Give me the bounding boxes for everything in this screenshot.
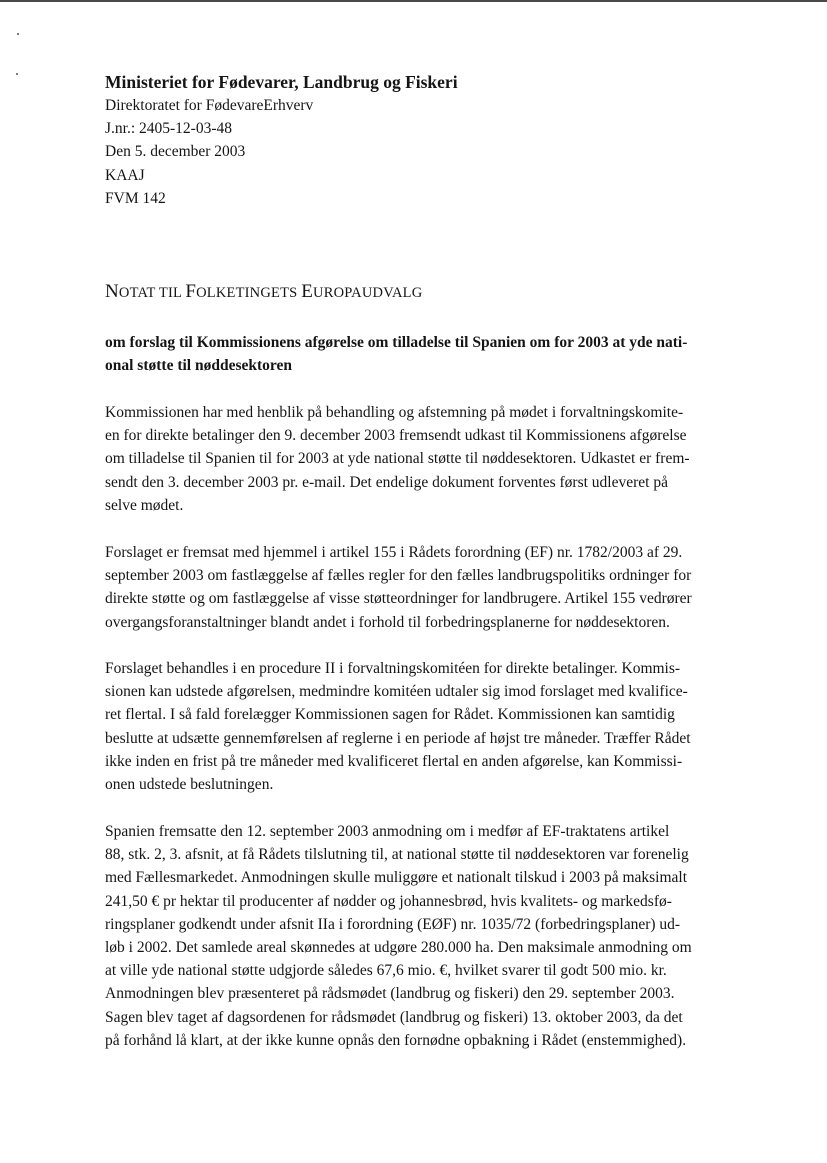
letterhead [105,70,458,210]
page-top-edge [0,0,827,2]
initials: KAAJ [105,166,145,184]
document-title: NOTAT TIL FOLKETINGETS EUROPAUDVALG [105,281,423,302]
document-date: Den 5. december 2003 [105,143,246,161]
ministry-name: Ministeriet for Fødevarer, Landbrug og Fiskeri [105,72,458,92]
paragraph-2: Forslaget er fremsat med hjemmel i artikel 155 i Rådets forordning (EF) nr. 1782/2003 af 29. september 2003 om fastlæggelse af fælles regler for den fælles landbrugspolitiks ordninger for direkte støtte og om fastlæggelse af visse støtteordninger for landbrugere. Artikel 155 vedrører overgangsforanstaltninger blandt andet i forhold til forbedringsplanerne for nøddesektoren. [105,544,692,631]
paragraph-3: Forslaget behandles i en procedure II i forvaltningskomitéen for direkte betalinger. Kommis- sionen kan udstede afgørelsen, medmindre komitéen udtaler sig imod forslaget med kvalifice- ret flertal. I så fald forelægger Kommissionen sagen for Rådet. Kommissionen kan samtidig beslutte at udsætte gennemførelsen af reglerne i en periode af højst tre måneder. Træffer Rådet ikke inden en frist på tre måneder med kvalificeret flertal en anden afgørelse, kan Kommissi- onen udstede beslutningen. [105,660,691,794]
scan-speck [16,73,18,75]
paragraph-1: Kommissionen har med henblik på behandling og afstemning på mødet i forvaltningskomite- en for direkte betalinger den 9. december 2003 fremsendt udkast til Kommissionens afgørelse om tilladelse til Spanien til for 2003 at yde national støtte til nøddesektoren. Udkastet er frem- sendt den 3. december 2003 pr. e-mail. Det endelige dokument forventes først udleveret på selve mødet. [105,404,690,514]
paragraph-4: Spanien fremsatte den 12. september 2003 anmodning om i medfør af EF-traktatens artikel 88, stk. 2, 3. afsnit, at få Rådets tilslutning til, at national støtte til nøddesektoren var forenelig med Fællesmarkedet. Anmodningen skulle muliggøre et nationalt tilskud i 2003 på maksimalt 241,50 € pr hektar til producenter af nødder og johannesbrød, hvis kvalitets- og markedsfø- ringsplaner godkendt under afsnit IIa i forordning (EØF) nr. 1035/72 (forbedringsplaner) ud- løb i 2002. Det samlede areal skønnedes at udgøre 280.000 ha. Den maksimale anmodning om at ville yde national støtte udgjorde således 67,6 mio. €, hvilket svarer til godt 500 mio. kr. Anmodningen blev præsenteret på rådsmødet (landbrug og fiskeri) den 29. september 2003. Sagen blev taget af dagsordenen for rådsmødet (landbrug og fiskeri) 13. oktober 2003, da det på forhånd lå klart, at der ikke kunne opnås den fornødne opbakning i Rådet (enstemmighed). [105,823,692,1049]
directorate: Direktoratet for FødevareErhverv [105,97,314,114]
reference-code: FVM 142 [105,189,166,207]
journal-number: J.nr.: 2405-12-03-48 [105,120,233,138]
scan-speck [17,33,19,35]
document-subtitle: om forslag til Kommissionens afgørelse om tilladelse til Spanien om for 2003 at yde nati- onal støtte til nøddesektoren [105,334,688,374]
